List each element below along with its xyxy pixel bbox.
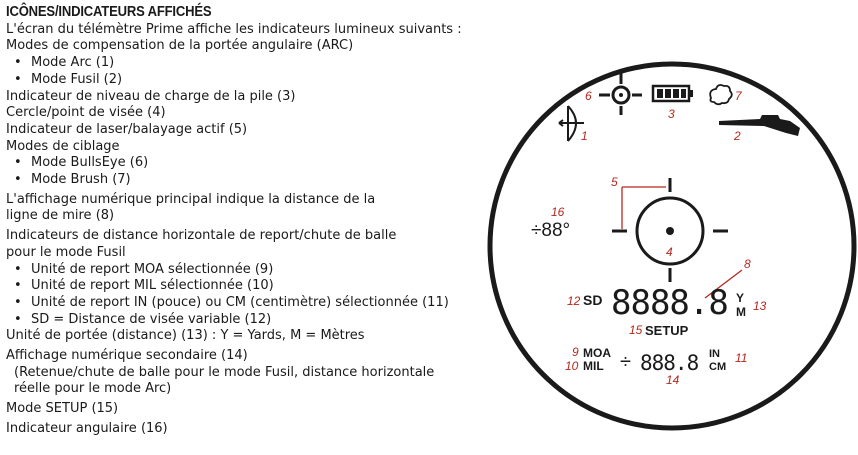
list-item: • Unité de report MIL sélectionnée (10) [6, 278, 486, 295]
laser-text: Indicateur de laser/balayage actif (5) [6, 121, 248, 137]
callout-13: 13 [753, 299, 767, 313]
range-unit-text: Unité de portée (distance) (13) : Y = Yards, M = Mètres [6, 328, 365, 344]
list-item: • Mode Arc (1) [6, 55, 486, 72]
unit-m: M [736, 305, 746, 319]
list-item: • SD = Distance de visée variable (12) [6, 312, 486, 329]
callout-8: 8 [744, 257, 751, 271]
setup-text: Mode SETUP (15) [6, 401, 119, 417]
callout-14: 14 [666, 373, 680, 387]
unit-y: Y [736, 291, 745, 305]
list-item: • Mode Fusil (2) [6, 72, 486, 89]
list-item: • Unité de report MOA sélectionnée (9) [6, 262, 486, 279]
callout-2: 2 [734, 129, 741, 143]
callout-16: 16 [551, 205, 565, 219]
callout-9: 9 [572, 345, 579, 359]
angle-text: Indicateur angulaire (16) [6, 420, 168, 436]
secondary-text-2: (Retenue/chute de balle pour le mode Fusil, distance horizontale [14, 364, 435, 380]
list-item: • Mode Brush (7) [6, 172, 486, 189]
intro-text: L'écran du télémètre Prime affiche les indicateurs lumineux suivants : [6, 21, 462, 37]
holdover-text-2: pour le mode Fusil [6, 244, 126, 260]
angle-readout: ÷88° [531, 220, 571, 241]
callout-15: 15 [629, 323, 643, 337]
moa-label: MOA [583, 346, 611, 360]
target-title: Modes de ciblage [6, 138, 120, 154]
callout-5: 5 [611, 175, 618, 189]
main-digits: 8888.8 [611, 283, 728, 323]
bullseye-icon [599, 73, 642, 115]
main-display-text-2: ligne de mire (8) [6, 208, 115, 224]
callout-7: 7 [735, 89, 742, 103]
secondary-text-3: réelle pour le mode Arc) [14, 381, 172, 397]
holdover-text: Indicateurs de distance horizontale de report/chute de balle [6, 228, 397, 244]
sd-label: SD [583, 292, 603, 308]
battery-text: Indicateur de niveau de charge de la pile (3) [6, 88, 296, 104]
reticle-text: Cercle/point de visée (4) [6, 105, 166, 121]
callout-4: 4 [666, 245, 673, 259]
mil-label: MIL [583, 359, 604, 373]
section-heading: ICÔNES/INDICATEURS AFFICHÉS [6, 4, 212, 20]
cm-label: CM [709, 361, 727, 373]
callout-1: 1 [581, 129, 588, 143]
callout-11: 11 [735, 351, 748, 365]
list-item: • Unité de report IN (pouce) ou CM (centimètre) sélectionnée (11) [6, 295, 486, 312]
secondary-digits: 888.8 [640, 351, 699, 375]
battery-icon [653, 86, 693, 101]
arc-title: Modes de compensation de la portée angulaire (ARC) [6, 38, 354, 54]
setup-label: SETUP [645, 323, 689, 338]
callout-12: 12 [567, 294, 581, 308]
secondary-sign: ÷ [620, 351, 631, 373]
callout-6: 6 [585, 89, 592, 103]
main-display-text: L'affichage numérique principal indique la distance de la [6, 191, 376, 207]
aiming-dot-icon [666, 227, 674, 235]
callout-3: 3 [668, 107, 675, 121]
in-label: IN [709, 348, 720, 360]
list-item: • Mode BullsEye (6) [6, 155, 486, 172]
rifle-icon [719, 115, 800, 136]
secondary-text: Affichage numérique secondaire (14) [6, 348, 248, 364]
brush-icon [710, 85, 732, 104]
callout-10: 10 [565, 359, 579, 373]
